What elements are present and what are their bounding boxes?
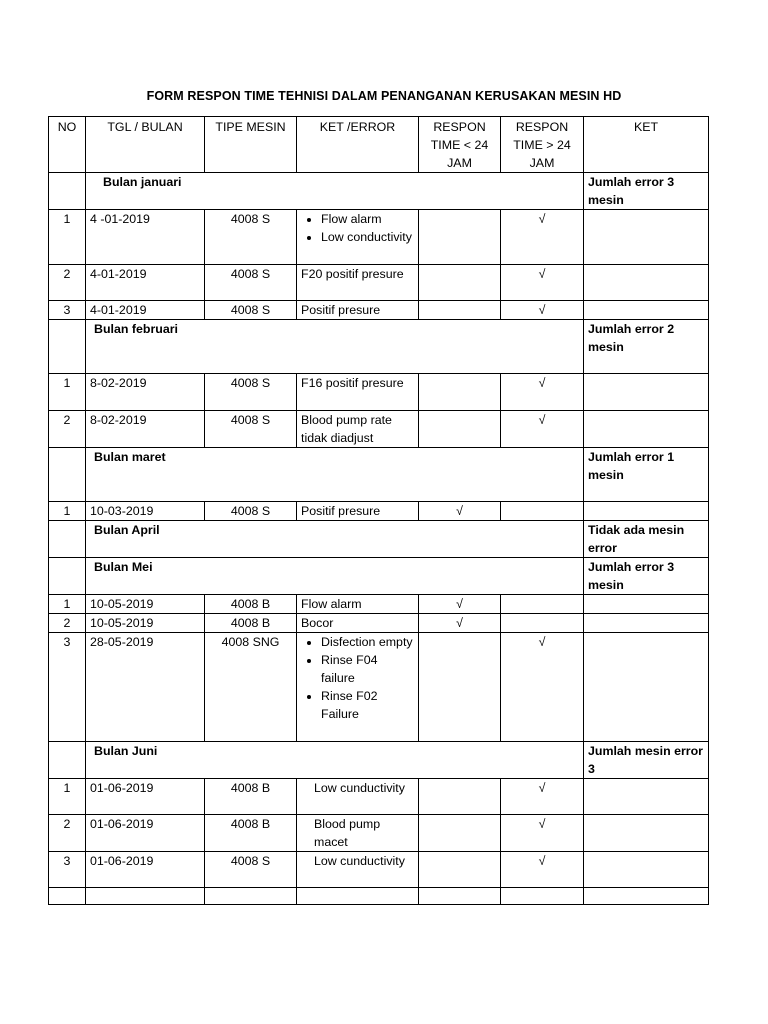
row-no: 2 <box>49 614 86 633</box>
row-response-over-24 <box>501 502 584 521</box>
header-no: NO <box>49 117 86 173</box>
row-response-over-24: √ <box>501 633 584 742</box>
row-remarks <box>584 815 709 852</box>
row-remarks <box>584 502 709 521</box>
error-item: • Rinse F02 Failure <box>321 687 414 723</box>
row-remarks <box>584 633 709 742</box>
row-error <box>297 210 419 265</box>
header-remarks: KET <box>584 117 709 173</box>
row-error: Positif presure <box>297 502 419 521</box>
row-remarks <box>584 779 709 815</box>
row-response-under-24 <box>419 265 501 301</box>
row-remarks <box>584 614 709 633</box>
response-time-table <box>48 116 709 905</box>
table-row <box>49 633 709 742</box>
form-title: FORM RESPON TIME TEHNISI DALAM PENANGANAN KERUSAKAN MESIN HD <box>146 89 622 103</box>
row-machine-type: 4008 S <box>205 301 297 320</box>
month-row <box>49 521 709 558</box>
empty-cell <box>86 888 205 905</box>
row-no: 2 <box>49 815 86 852</box>
row-response-over-24: √ <box>501 374 584 411</box>
row-machine-type: 4008 B <box>205 779 297 815</box>
row-remarks <box>584 210 709 265</box>
row-error: Blood pump rate tidak diadjust <box>297 411 419 448</box>
empty-cell <box>49 888 86 905</box>
month-row <box>49 742 709 779</box>
row-response-under-24 <box>419 301 501 320</box>
empty-row <box>49 888 709 905</box>
error-item: • Low conductivity <box>321 228 414 246</box>
table-row <box>49 815 709 852</box>
header-row <box>49 117 709 173</box>
month-no-cell <box>49 558 86 595</box>
table-row <box>49 502 709 521</box>
row-machine-type: 4008 B <box>205 614 297 633</box>
row-date: 4-01-2019 <box>86 265 205 301</box>
row-response-over-24 <box>501 595 584 614</box>
month-summary: Jumlah error 3 mesin <box>584 173 709 210</box>
row-response-under-24 <box>419 779 501 815</box>
empty-cell <box>419 888 501 905</box>
row-date: 01-06-2019 <box>86 852 205 888</box>
row-response-under-24 <box>419 411 501 448</box>
month-label: Bulan Juni <box>86 742 584 779</box>
error-item: • Rinse F04 failure <box>321 651 414 687</box>
row-no: 1 <box>49 374 86 411</box>
table-row <box>49 374 709 411</box>
row-remarks <box>584 374 709 411</box>
empty-cell <box>501 888 584 905</box>
row-response-under-24 <box>419 815 501 852</box>
month-summary: Jumlah mesin error 3 <box>584 742 709 779</box>
row-date: 28-05-2019 <box>86 633 205 742</box>
month-row <box>49 173 709 210</box>
row-remarks <box>584 265 709 301</box>
error-list <box>301 633 414 723</box>
table-row <box>49 614 709 633</box>
month-no-cell <box>49 320 86 374</box>
row-date: 10-03-2019 <box>86 502 205 521</box>
row-response-under-24 <box>419 852 501 888</box>
row-no: 1 <box>49 595 86 614</box>
row-machine-type: 4008 S <box>205 852 297 888</box>
month-row <box>49 320 709 374</box>
row-no: 1 <box>49 779 86 815</box>
row-machine-type: 4008 S <box>205 210 297 265</box>
row-date: 01-06-2019 <box>86 779 205 815</box>
row-machine-type: 4008 S <box>205 374 297 411</box>
month-row <box>49 448 709 502</box>
row-error: Low cunductivity <box>297 852 419 888</box>
row-response-under-24 <box>419 374 501 411</box>
month-summary: Tidak ada mesin error <box>584 521 709 558</box>
table-row <box>49 595 709 614</box>
row-error: F20 positif presure <box>297 265 419 301</box>
row-remarks <box>584 411 709 448</box>
row-remarks <box>584 852 709 888</box>
row-response-under-24: √ <box>419 502 501 521</box>
row-response-under-24: √ <box>419 595 501 614</box>
row-machine-type: 4008 S <box>205 411 297 448</box>
month-row <box>49 558 709 595</box>
row-response-under-24: √ <box>419 614 501 633</box>
table-row <box>49 301 709 320</box>
month-no-cell <box>49 521 86 558</box>
row-machine-type: 4008 S <box>205 265 297 301</box>
row-no: 1 <box>49 210 86 265</box>
row-date: 4 -01-2019 <box>86 210 205 265</box>
row-response-over-24: √ <box>501 210 584 265</box>
table-row <box>49 210 709 265</box>
table-row <box>49 852 709 888</box>
row-no: 3 <box>49 301 86 320</box>
month-label: Bulan April <box>86 521 584 558</box>
row-response-over-24: √ <box>501 815 584 852</box>
error-item: • Flow alarm <box>321 210 414 228</box>
row-response-over-24: √ <box>501 779 584 815</box>
row-remarks <box>584 301 709 320</box>
month-label: Bulan februari <box>86 320 584 374</box>
row-date: 10-05-2019 <box>86 595 205 614</box>
month-summary: Jumlah error 3 mesin <box>584 558 709 595</box>
row-error <box>297 633 419 742</box>
header-error: KET /ERROR <box>297 117 419 173</box>
row-no: 1 <box>49 502 86 521</box>
empty-cell <box>297 888 419 905</box>
empty-cell <box>584 888 709 905</box>
row-machine-type: 4008 S <box>205 502 297 521</box>
row-error: F16 positif presure <box>297 374 419 411</box>
row-remarks <box>584 595 709 614</box>
row-date: 10-05-2019 <box>86 614 205 633</box>
row-error: Positif presure <box>297 301 419 320</box>
row-response-under-24 <box>419 633 501 742</box>
row-date: 8-02-2019 <box>86 411 205 448</box>
row-response-over-24: √ <box>501 265 584 301</box>
month-label: Bulan januari <box>86 173 584 210</box>
row-machine-type: 4008 B <box>205 815 297 852</box>
row-response-over-24 <box>501 614 584 633</box>
header-response-over-24: RESPON TIME > 24 JAM <box>501 117 584 173</box>
month-label: Bulan maret <box>86 448 584 502</box>
header-response-under-24: RESPON TIME < 24 JAM <box>419 117 501 173</box>
row-error: Bocor <box>297 614 419 633</box>
error-item: • Disfection empty <box>321 633 414 651</box>
header-machine-type: TIPE MESIN <box>205 117 297 173</box>
table-body <box>49 173 709 905</box>
row-machine-type: 4008 SNG <box>205 633 297 742</box>
table-row <box>49 411 709 448</box>
row-date: 4-01-2019 <box>86 301 205 320</box>
month-label: Bulan Mei <box>86 558 584 595</box>
header-date: TGL / BULAN <box>86 117 205 173</box>
row-error: Blood pump macet <box>297 815 419 852</box>
month-no-cell <box>49 742 86 779</box>
table-row <box>49 779 709 815</box>
row-no: 2 <box>49 411 86 448</box>
row-error: Low cunductivity <box>297 779 419 815</box>
row-response-under-24 <box>419 210 501 265</box>
row-machine-type: 4008 B <box>205 595 297 614</box>
row-date: 01-06-2019 <box>86 815 205 852</box>
row-no: 3 <box>49 852 86 888</box>
month-summary: Jumlah error 1 mesin <box>584 448 709 502</box>
month-no-cell <box>49 173 86 210</box>
row-no: 2 <box>49 265 86 301</box>
row-no: 3 <box>49 633 86 742</box>
row-error: Flow alarm <box>297 595 419 614</box>
row-response-over-24: √ <box>501 411 584 448</box>
month-no-cell <box>49 448 86 502</box>
row-date: 8-02-2019 <box>86 374 205 411</box>
row-response-over-24: √ <box>501 852 584 888</box>
empty-cell <box>205 888 297 905</box>
month-summary: Jumlah error 2 mesin <box>584 320 709 374</box>
error-list <box>301 210 414 246</box>
row-response-over-24: √ <box>501 301 584 320</box>
table-row <box>49 265 709 301</box>
